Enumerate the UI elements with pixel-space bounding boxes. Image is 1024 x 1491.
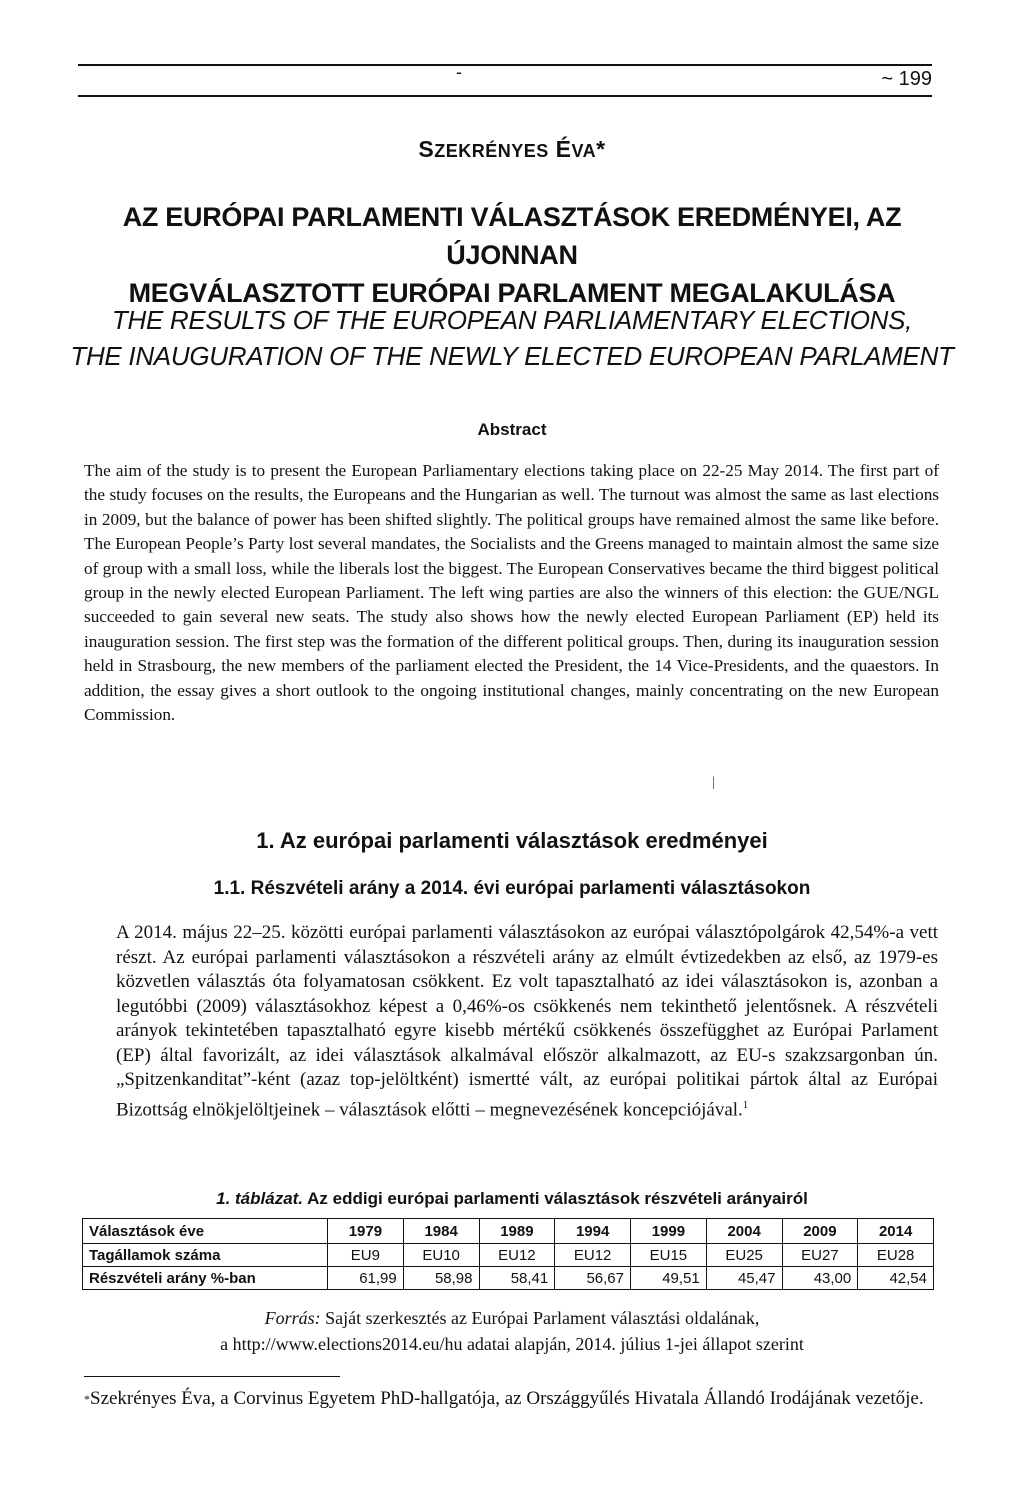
table-cell: 2014 (858, 1219, 934, 1244)
table-cell: EU25 (706, 1244, 782, 1267)
table-cell: EU27 (782, 1244, 858, 1267)
footnote-rule (84, 1376, 340, 1377)
table-row-header: Választások éve (83, 1219, 328, 1244)
table-cell: EU12 (479, 1244, 555, 1267)
title-english (60, 302, 964, 374)
table-caption (0, 1189, 1024, 1209)
header-dash: - (456, 62, 462, 82)
table-cell: EU28 (858, 1244, 934, 1267)
table-cell: 58,98 (403, 1267, 479, 1290)
author-given-rest: VA (571, 141, 597, 161)
table-row-header: Tagállamok száma (83, 1244, 328, 1267)
title-hungarian-line-2: MEGVÁLASZTOTT EURÓPAI PARLAMENT MEGALAKULÁSA (128, 278, 896, 308)
source-text-1: Saját szerkesztés az Európai Parlament választási oldalának, (320, 1308, 760, 1328)
table-row (83, 1267, 934, 1290)
table-cell: 58,41 (479, 1267, 555, 1290)
table-cell: 1999 (631, 1219, 707, 1244)
table-cell: EU12 (555, 1244, 631, 1267)
table-cell: 1979 (328, 1219, 404, 1244)
table-cell: 1994 (555, 1219, 631, 1244)
table-cell: 42,54 (858, 1267, 934, 1290)
footnote (84, 1386, 939, 1412)
table-cell: EU9 (328, 1244, 404, 1267)
subsection-heading: 1.1. Részvételi arány a 2014. évi európai parlamenti választásokon (213, 878, 811, 899)
table-caption-text: Az eddigi európai parlamenti választások részvételi arányairól (303, 1189, 808, 1208)
table-cell: 49,51 (631, 1267, 707, 1290)
author-name (0, 136, 1024, 163)
footnote-text: Szekrényes Éva, a Corvinus Egyetem PhD-hallgatója, az Országgyűlés Hivatala Állandó Irodájának vezetője. (90, 1388, 924, 1409)
section-heading: 1. Az európai parlamenti választások eredményei (256, 828, 768, 853)
table-cell: 45,47 (706, 1267, 782, 1290)
table-cell: 56,67 (555, 1267, 631, 1290)
table-row (83, 1219, 934, 1244)
table-cell: EU10 (403, 1244, 479, 1267)
table-cell: 43,00 (782, 1267, 858, 1290)
source-label: Forrás: (264, 1308, 321, 1328)
table-row-header: Részvételi arány %-ban (83, 1267, 328, 1290)
title-english-line-1: THE RESULTS OF THE EUROPEAN PARLIAMENTARY ELECTIONS, (111, 305, 913, 335)
turnout-table (82, 1218, 934, 1290)
author-initial-1: S (418, 136, 435, 162)
table-source-line-2: a http://www.elections2014.eu/hu adatai alapján, 2014. július 1-jei állapot szerint (220, 1334, 804, 1354)
table-cell: 1989 (479, 1219, 555, 1244)
header-rule-bottom (78, 95, 932, 97)
abstract-heading: Abstract (477, 420, 547, 439)
table-cell: 1984 (403, 1219, 479, 1244)
header-rule-top (78, 64, 932, 66)
table-cell: EU15 (631, 1244, 707, 1267)
body-paragraph-text: A 2014. május 22–25. közötti európai parlamenti választásokon az európai választópolgárok 42,54%-a vett részt. Az európai parlamenti választásokon a részvételi arány az elmúlt évtizedekben az első, az 1979-es közvetlen választás óta folyamatosan csökkent. Ez volt tapasztalható az idei választásokon is, azonban a legutóbbi (2009) választásokhoz képest a 0,46%-os csökkenés nem tekinthető jelentősnek. A részvételi arányok tekintetében tapasztalható egyre kisebb mértékű csökkenés összefügghet az Európai Parlament (EP) által favorizált, az idei választások alkalmával először alkalmazott, az EU-s szakzsargonban ún. „Spitzenkanditat”-ként (azaz top-jelöltként) ismertté vált, az európai politikai pártok által az Európai Bizottság elnökjelöltjeinek – választások előtti – megnevezésének koncepciójával. (116, 922, 938, 1120)
table-cell: 61,99 (328, 1267, 404, 1290)
table-cell: 2009 (782, 1219, 858, 1244)
author-initial-2: É (555, 136, 572, 162)
page-number: ~ 199 (881, 68, 932, 90)
author-surname-rest: ZEKRÉNYES (434, 141, 549, 161)
table-row (83, 1244, 934, 1267)
title-hungarian (60, 198, 964, 312)
table-caption-number: 1. táblázat. (216, 1189, 304, 1208)
body-paragraph (116, 921, 938, 1122)
stray-mark: | (712, 775, 715, 790)
title-english-line-2: THE INAUGURATION OF THE NEWLY ELECTED EUROPEAN PARLAMENT (70, 341, 954, 371)
table-source (0, 1305, 1024, 1357)
footnote-reference: 1 (742, 1098, 749, 1111)
author-footnote-mark: * (596, 136, 606, 162)
abstract-text: The aim of the study is to present the European Parliamentary elections taking place on 22-25 May 2014. The first part of the study focuses on the results, the Europeans and the Hungarian as well. The turnout was almost the same as last elections in 2009, but the balance of power has been shifted slightly. The political groups have remained almost the same like before. The European People’s Party lost several mandates, the Socialists and the Greens managed to maintain almost the same size of group with a small loss, while the liberals lost the biggest. The European Conservatives became the third biggest political group in the newly elected European Parliament. The left wing parties are also the winners of this election: the GUE/NGL succeeded to gain several new seats. The study also shows how the newly elected European Parliament (EP) held its inauguration session. The first step was the formation of the different political groups. Then, during its inauguration session held in Strasbourg, the new members of the parliament elected the President, the 14 Vice-Presidents, and the quaestors. In addition, the essay gives a short outlook to the ongoing institutional changes, mainly concentrating on the new European Commission. (84, 461, 939, 725)
table-source-line-1 (0, 1305, 1024, 1331)
title-hungarian-line-1: AZ EURÓPAI PARLAMENTI VÁLASZTÁSOK EREDMÉNYEI, AZ ÚJONNAN (122, 202, 902, 270)
footnote-mark: * (84, 1392, 90, 1406)
table-cell: 2004 (706, 1219, 782, 1244)
